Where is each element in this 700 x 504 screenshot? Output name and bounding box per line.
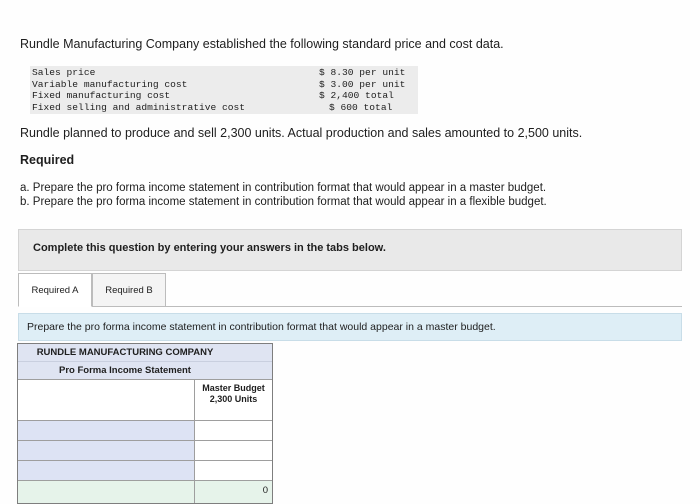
row-label-input[interactable] <box>18 481 194 503</box>
instructions-banner <box>18 229 682 271</box>
problem-intro: Rundle Manufacturing Company established the following standard price and cost data. <box>20 37 504 51</box>
required-heading: Required <box>20 153 75 167</box>
question-prompt-bar <box>18 313 682 341</box>
master-budget-column-header <box>194 380 272 420</box>
statement-row-3 <box>18 460 272 480</box>
statement-title: Pro Forma Income Statement <box>18 361 272 379</box>
statement-row-2 <box>18 440 272 460</box>
cost-label: Fixed manufacturing cost <box>32 90 171 101</box>
row-label-input[interactable] <box>18 421 194 440</box>
statement-company: RUNDLE MANUFACTURING COMPANY <box>18 344 272 361</box>
row-amount-input[interactable] <box>194 421 272 440</box>
requirement-a: a. Prepare the pro forma income statement in contribution format that would appear in a master budget. <box>20 182 547 194</box>
instructions-text: Complete this question by entering your answers in the tabs below. <box>33 242 386 254</box>
statement-column-header-row <box>18 379 272 420</box>
column-header-line: 2,300 Units <box>209 394 258 404</box>
cost-value: $ 8.30 per unit <box>319 67 406 78</box>
cost-value: $ 2,400 total <box>319 90 394 101</box>
requirement-b: b. Prepare the pro forma income statement in contribution format that would appear in a flexible budget. <box>20 196 547 208</box>
statement-row-1 <box>18 420 272 440</box>
row-amount-input[interactable] <box>194 461 272 480</box>
tab-required-b[interactable]: Required B <box>92 273 166 307</box>
row-amount-input[interactable] <box>194 441 272 460</box>
cost-row-variable-manufacturing <box>30 79 418 91</box>
question-prompt: Prepare the pro forma income statement in contribution format that would appear in a master budget. <box>27 321 496 333</box>
cost-label: Variable manufacturing cost <box>32 78 188 90</box>
tab-divider <box>166 306 682 307</box>
header-label-cell <box>18 380 194 420</box>
column-header-line: Master Budget <box>202 383 265 393</box>
cost-row-sales-price <box>30 67 418 79</box>
tab-required-a[interactable]: Required A <box>18 273 92 307</box>
row-label-input[interactable] <box>18 461 194 480</box>
statement-row-total <box>18 480 272 503</box>
income-statement-table <box>17 343 273 504</box>
row-total-amount: 0 <box>194 481 272 503</box>
cost-value: $ 600 total <box>329 101 393 113</box>
cost-label: Fixed selling and administrative cost <box>32 101 246 113</box>
row-label-input[interactable] <box>18 441 194 460</box>
planned-production-text: Rundle planned to produce and sell 2,300 units. Actual production and sales amounted to 2,500 units. <box>20 126 583 140</box>
cost-value: $ 3.00 per unit <box>319 78 406 90</box>
cost-row-fixed-selling-admin <box>30 102 418 114</box>
cost-row-fixed-manufacturing <box>30 90 418 102</box>
cost-label: Sales price <box>32 67 96 78</box>
standard-cost-table <box>30 66 418 114</box>
